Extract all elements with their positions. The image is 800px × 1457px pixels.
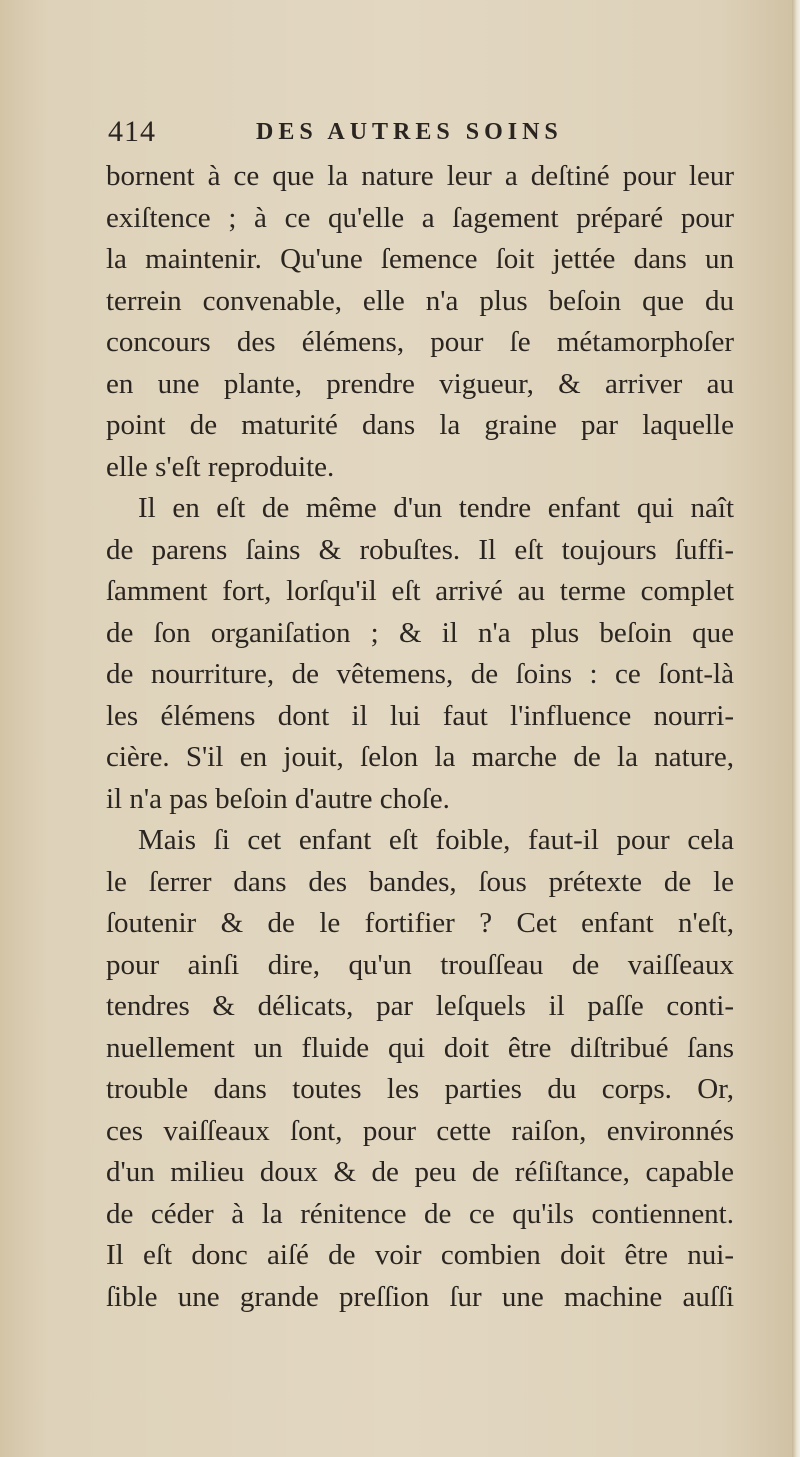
text-line: exiſtence ; à ce qu'elle a ſagement préparé pour (106, 201, 734, 234)
text-line: point de maturité dans la graine par laquelle (106, 409, 734, 441)
text-line: en une plante, prendre vigueur, & arriver au (106, 367, 734, 400)
text-line: le ſerrer dans des bandes, ſous prétexte de le (106, 865, 734, 898)
text-line: ces vaiſſeaux ſont, pour cette raiſon, environnés (106, 1114, 734, 1147)
page-edge (792, 0, 800, 1457)
text-line: ſible une grande preſſion ſur une machine auſſi (106, 1280, 734, 1313)
text-line: trouble dans toutes les parties du corps. Or, (106, 1073, 734, 1105)
text-line: terrein convenable, elle n'a plus beſoin que du (106, 284, 734, 317)
page-header (108, 112, 748, 152)
page-number: 414 (108, 115, 156, 148)
text-line: cière. S'il en jouit, ſelon la marche de la nature, (106, 741, 734, 773)
text-line: ſamment fort, lorſqu'il eſt arrivé au terme complet (106, 575, 734, 607)
running-head: DES AUTRES SOINS (256, 119, 563, 145)
text-line: concours des élémens, pour ſe métamorphoſer (106, 326, 734, 358)
text-line: tendres & délicats, par leſquels il paſſe conti- (106, 990, 734, 1022)
text-line: bornent à ce que la nature leur a deſtiné pour leur (106, 160, 734, 192)
text-line: les élémens dont il lui faut l'influence nourri- (106, 699, 734, 732)
text-line: ſoutenir & de le fortifier ? Cet enfant n'eſt, (106, 907, 734, 939)
text-line: elle s'eſt reproduite. (106, 450, 335, 483)
text-line: d'un milieu doux & de peu de réſiſtance, capable (106, 1156, 734, 1188)
text-line: Mais ſi cet enfant eſt foible, faut-il pour cela (138, 824, 734, 856)
text-line: la maintenir. Qu'une ſemence ſoit jettée dans un (106, 243, 734, 275)
text-line: de céder à la rénitence de ce qu'ils contiennent. (106, 1197, 734, 1230)
text-line: de parens ſains & robuſtes. Il eſt toujours ſuffi- (106, 533, 734, 566)
text-line: Il en eſt de même d'un tendre enfant qui naît (138, 492, 734, 524)
text-line: il n'a pas beſoin d'autre choſe. (106, 782, 450, 815)
body-text (106, 156, 734, 1318)
text-line: Il eſt donc aiſé de voir combien doit être nui- (106, 1239, 734, 1271)
text-line: de ſon organiſation ; & il n'a plus beſoin que (106, 616, 734, 649)
text-line: de nourriture, de vêtemens, de ſoins : ce ſont-là (106, 658, 734, 690)
text-line: nuellement un fluide qui doit être diſtribué ſans (106, 1031, 734, 1064)
text-line: pour ainſi dire, qu'un trouſſeau de vaiſſeaux (106, 948, 734, 981)
